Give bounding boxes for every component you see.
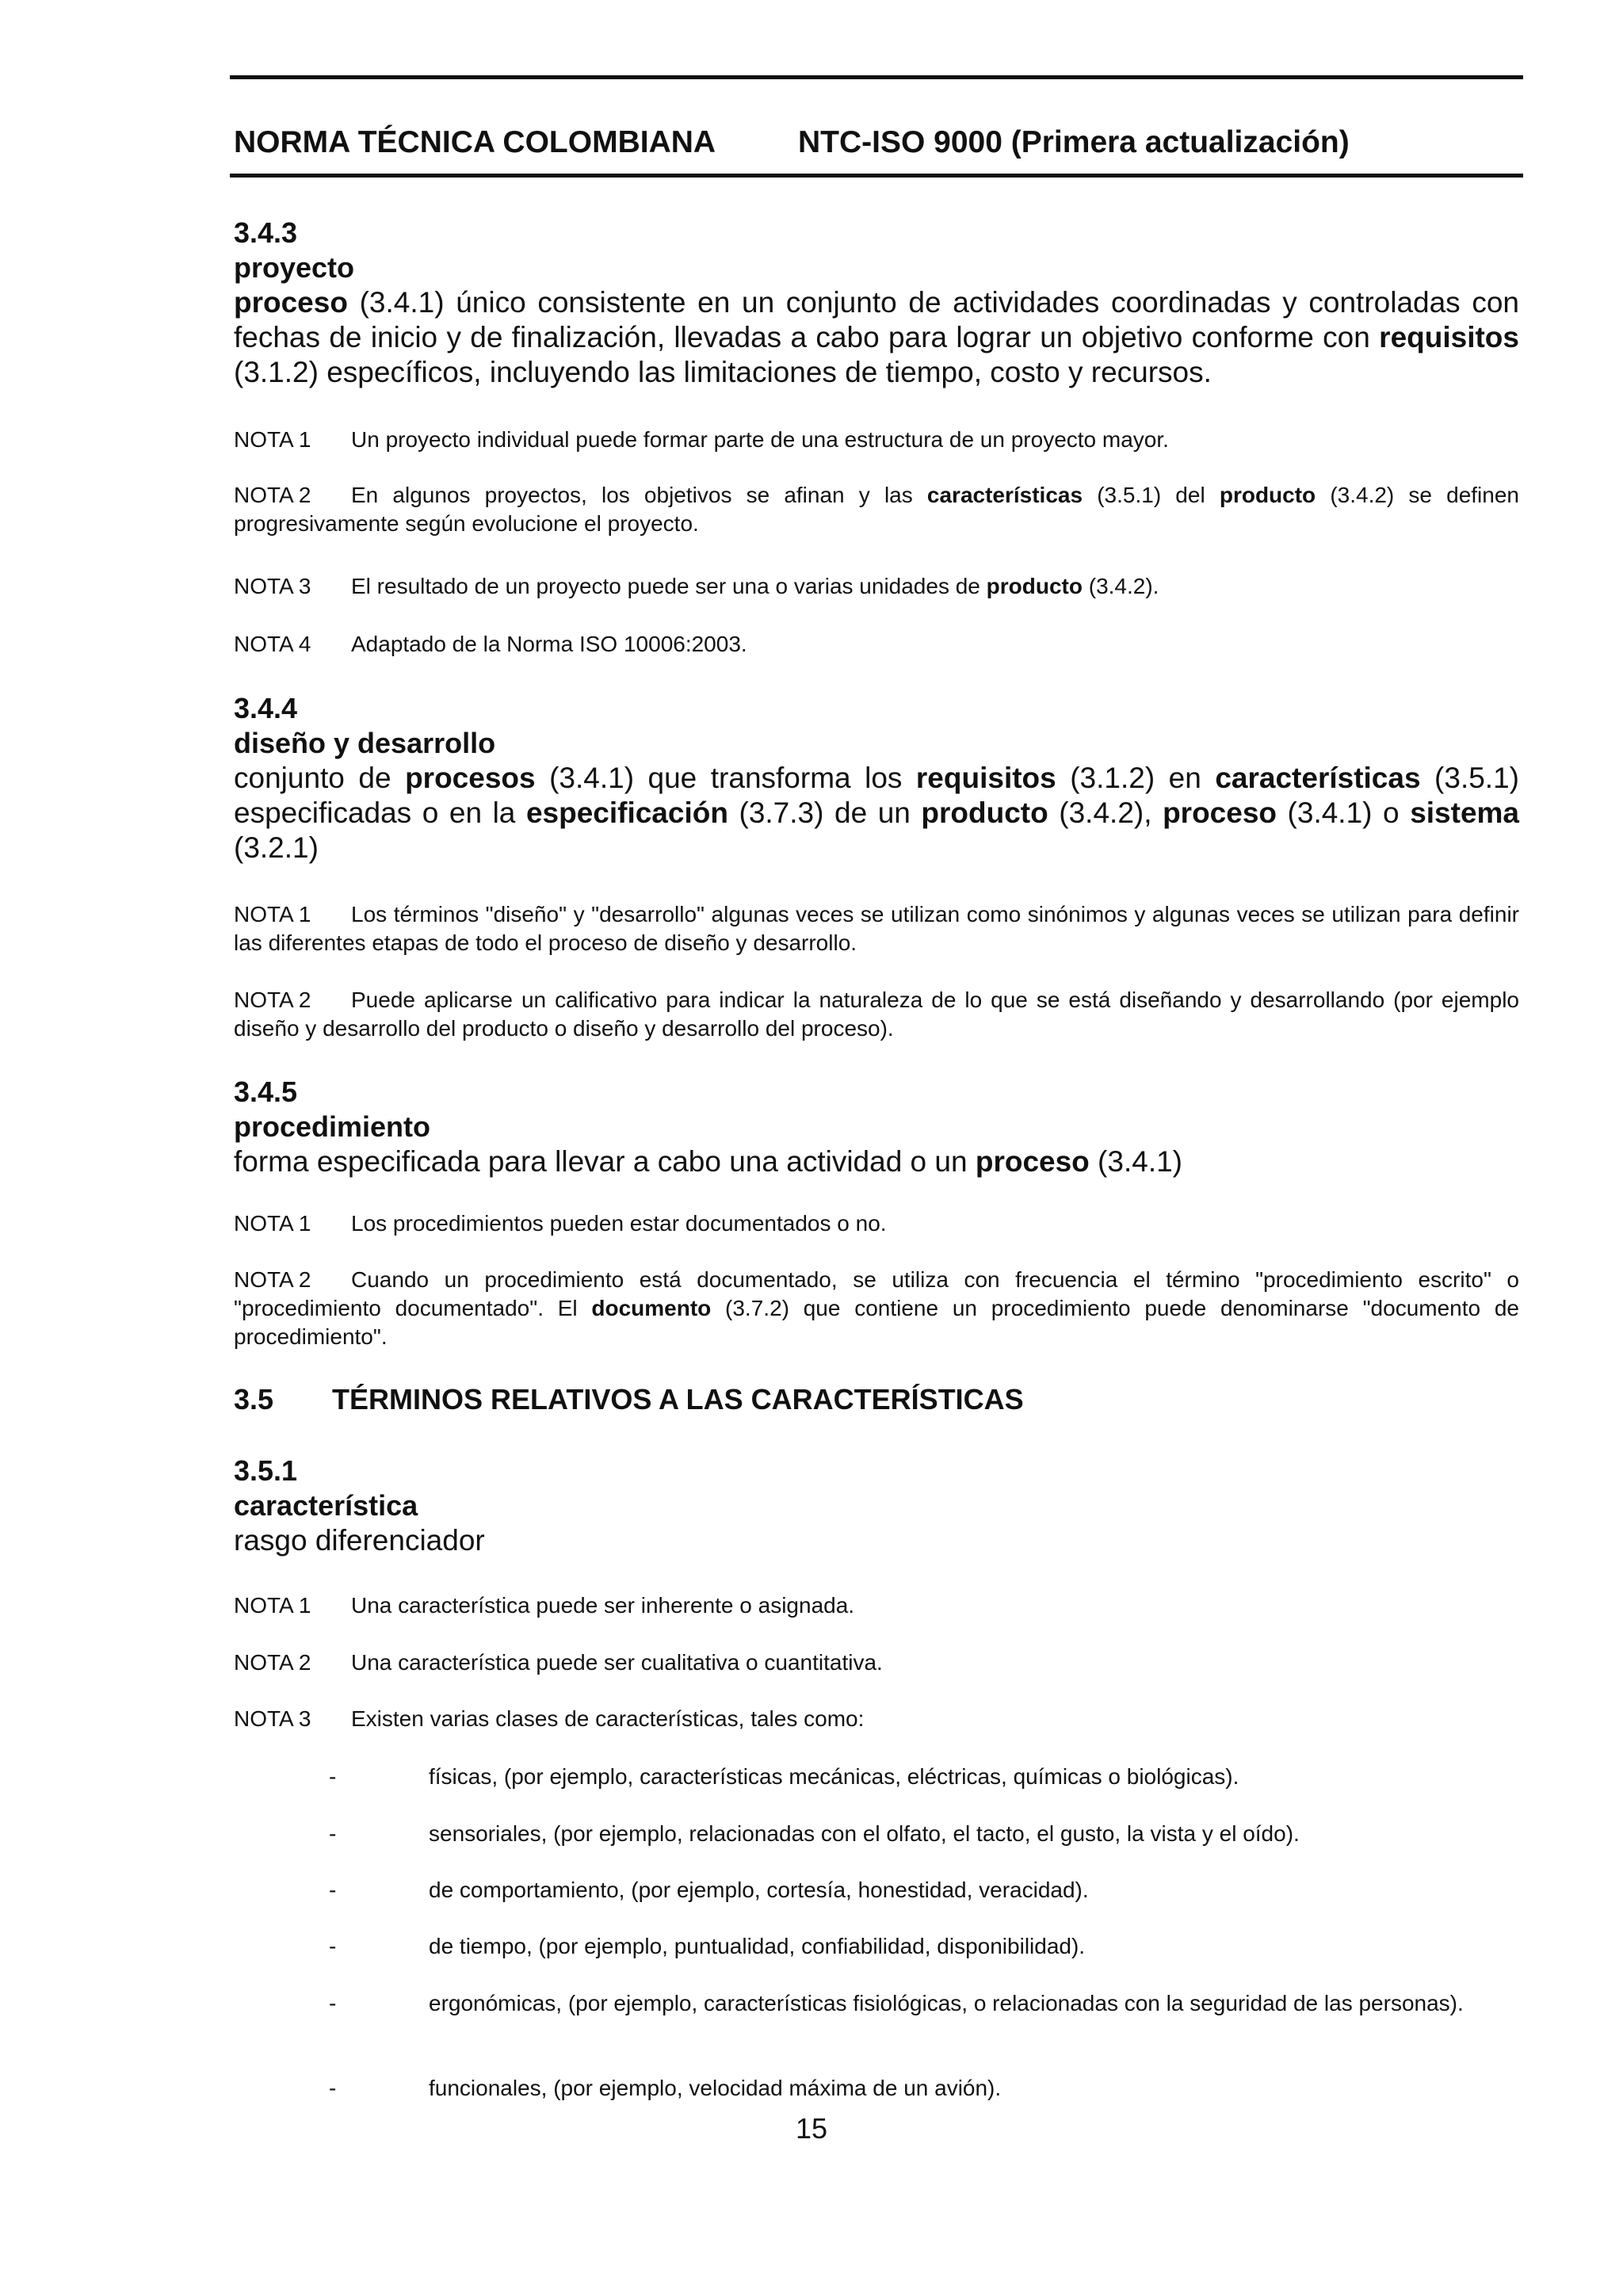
- clause-3-4-4-note-2: NOTA 2 Puede aplicarse un calificativo para indicar la naturaleza de lo que se está diseñando y desarrollando (por ejemplo diseño y desarrollo del producto o diseño y desarrollo del proceso).: [234, 988, 1519, 1041]
- header-bottom-rule: [230, 174, 1523, 178]
- list-item: - ergonómicas, (por ejemplo, características fisiológicas, o relacionadas con la seguridad de las personas).: [329, 1991, 1464, 2015]
- header-standard-code: NTC-ISO 9000 (Primera actualización): [798, 125, 1350, 159]
- clause-3-4-4-term: diseño y desarrollo: [234, 727, 496, 759]
- clause-3-4-5-definition: forma especificada para llevar a cabo una actividad o un proceso (3.4.1): [234, 1145, 1182, 1178]
- clause-3-5-1-note-1: NOTA 1 Una característica puede ser inherente o asignada.: [234, 1593, 855, 1618]
- section-3-5-heading: 3.5 TÉRMINOS RELATIVOS A LAS CARACTERÍSTICAS: [234, 1383, 1024, 1415]
- header-top-rule: [230, 75, 1523, 79]
- clause-3-4-3-number: 3.4.3: [234, 216, 298, 249]
- clause-3-4-4-number: 3.4.4: [234, 692, 298, 724]
- clause-3-4-3-note-1: NOTA 1 Un proyecto individual puede formar parte de una estructura de un proyecto mayor.: [234, 427, 1169, 452]
- clause-3-4-5-number: 3.4.5: [234, 1075, 298, 1108]
- clause-3-4-3-note-3: NOTA 3 El resultado de un proyecto puede ser una o varias unidades de producto (3.4.2).: [234, 574, 1159, 598]
- clause-3-4-3-note-4: NOTA 4 Adaptado de la Norma ISO 10006:2003.: [234, 632, 747, 656]
- clause-3-4-3-term: proyecto: [234, 251, 355, 284]
- clause-3-5-1-note-2: NOTA 2 Una característica puede ser cualitativa o cuantitativa.: [234, 1650, 883, 1675]
- header-standard-name: NORMA TÉCNICA COLOMBIANA: [234, 125, 716, 159]
- clause-3-4-5-note-1: NOTA 1 Los procedimientos pueden estar documentados o no.: [234, 1211, 887, 1236]
- clause-3-4-4-definition: conjunto de procesos (3.4.1) que transforma los requisitos (3.1.2) en características (3.5.1) especificadas o en la especificación (3.7.3) de un producto (3.4.2), proceso (3.4.1) o sistema (3.2.1): [234, 762, 1519, 864]
- list-item: - de comportamiento, (por ejemplo, cortesía, honestidad, veracidad).: [329, 1878, 1089, 1902]
- clause-3-5-1-term: característica: [234, 1489, 418, 1522]
- clause-3-4-5-note-2: NOTA 2 Cuando un procedimiento está documentado, se utiliza con frecuencia el término "procedimiento escrito" o "procedimiento documentado". El documento (3.7.2) que contiene un procedimiento puede denominarse "documento de procedimiento".: [234, 1267, 1519, 1349]
- clause-3-5-1-definition: rasgo diferenciador: [234, 1524, 485, 1557]
- clause-3-4-3-note-2: NOTA 2 En algunos proyectos, los objetivos se afinan y las características (3.5.1) del producto (3.4.2) se definen progresivamente según evolucione el proyecto.: [234, 483, 1519, 536]
- clause-3-4-4-note-1: NOTA 1 Los términos "diseño" y "desarrollo" algunas veces se utilizan como sinónimos y algunas veces se utilizan para definir las diferentes etapas de todo el proceso de diseño y desarrollo.: [234, 902, 1519, 955]
- page-number: 15: [795, 2112, 828, 2145]
- list-item: - funcionales, (por ejemplo, velocidad máxima de un avión).: [329, 2076, 1002, 2100]
- clause-3-4-5-term: procedimiento: [234, 1110, 431, 1143]
- clause-3-4-3-definition: proceso (3.4.1) único consistente en un conjunto de actividades coordinadas y controladas con fechas de inicio y de finalización, llevadas a cabo para lograr un objetivo conforme con requisitos (3.1.2) específicos, incluyendo las limitaciones de tiempo, costo y recursos.: [234, 286, 1519, 388]
- clause-3-5-1-note-3: NOTA 3 Existen varias clases de características, tales como:: [234, 1706, 865, 1731]
- clause-3-5-1-number: 3.5.1: [234, 1454, 298, 1487]
- list-item: - de tiempo, (por ejemplo, puntualidad, confiabilidad, disponibilidad).: [329, 1934, 1086, 1958]
- list-item: - físicas, (por ejemplo, características mecánicas, eléctricas, químicas o biológicas).: [329, 1764, 1239, 1789]
- list-item: - sensoriales, (por ejemplo, relacionadas con el olfato, el tacto, el gusto, la vista y el oído).: [329, 1821, 1300, 1846]
